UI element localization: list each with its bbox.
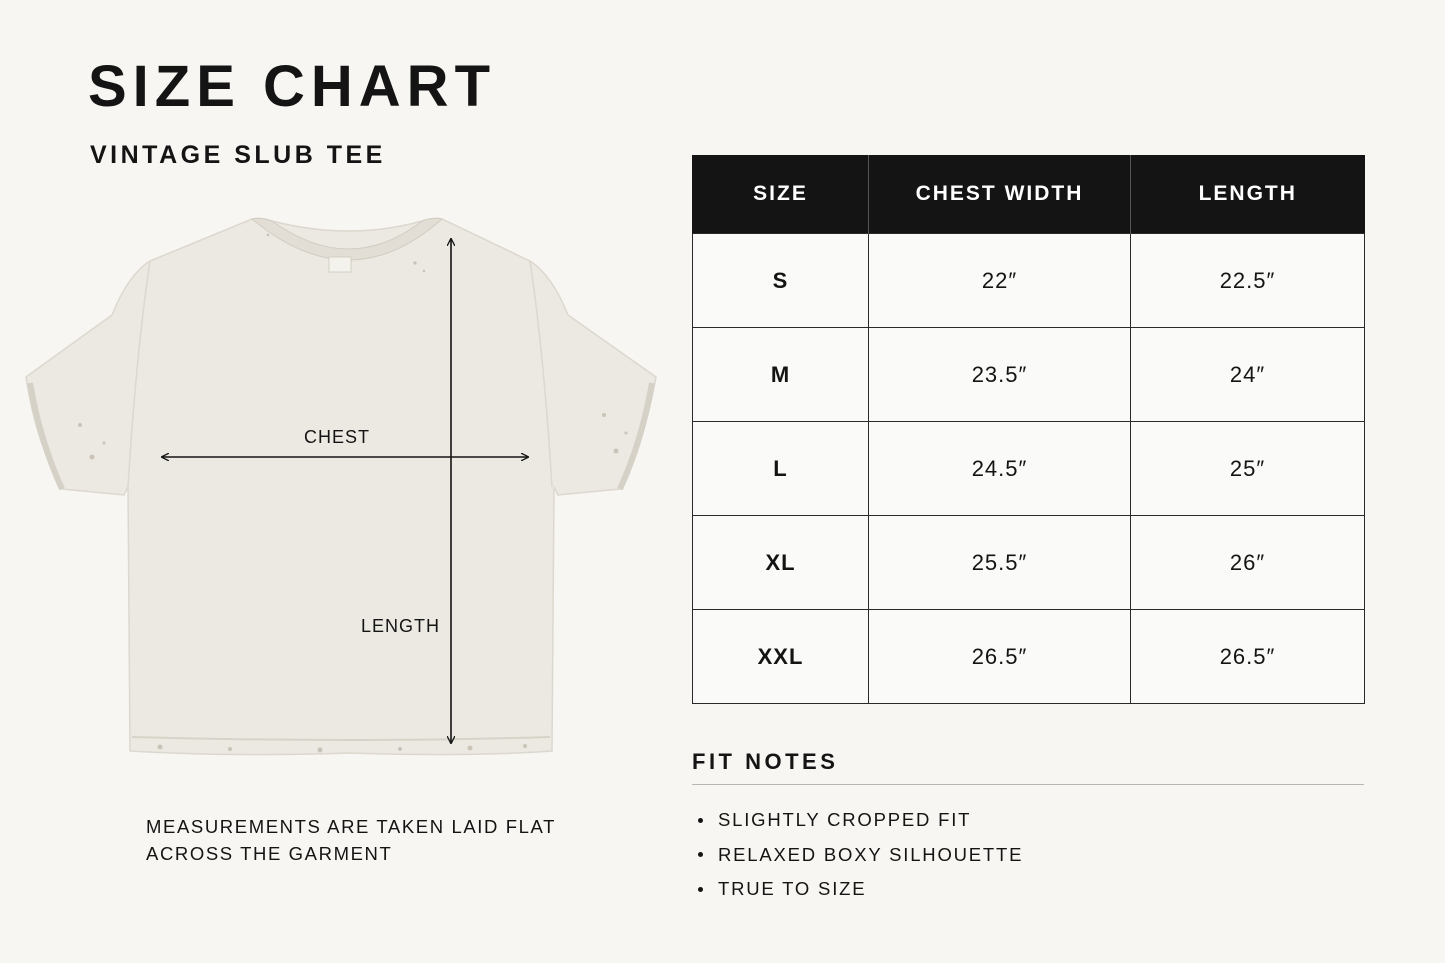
size-table: [692, 155, 1365, 704]
column-header-chest-width: CHEST WIDTH: [869, 155, 1131, 234]
chest-cell: 24.5″: [869, 422, 1131, 516]
fit-notes-title: FIT NOTES: [692, 749, 839, 774]
measurement-note: MEASUREMENTS ARE TAKEN LAID FLAT ACROSS THE GARMENT: [146, 816, 556, 864]
column-header-length: LENGTH: [1131, 155, 1365, 234]
neck-tag: [329, 257, 351, 272]
fit-notes-divider: [692, 784, 1364, 785]
size-cell: XXL: [693, 610, 869, 704]
table-header-row: [693, 155, 1365, 234]
length-measure-label: LENGTH: [361, 616, 441, 636]
length-cell: 26″: [1131, 516, 1365, 610]
tshirt-illustration: [20, 205, 670, 775]
bullet-icon: [698, 852, 703, 857]
list-item: [692, 838, 1023, 873]
size-cell: XL: [693, 516, 869, 610]
tshirt-body: [26, 218, 656, 754]
fit-note-text: RELAXED BOXY SILHOUETTE: [718, 843, 1024, 865]
chest-cell: 22″: [869, 234, 1131, 328]
size-cell: L: [693, 422, 869, 516]
length-cell: 26.5″: [1131, 610, 1365, 704]
fit-note-text: TRUE TO SIZE: [718, 878, 867, 899]
table-row: [693, 234, 1365, 328]
bullet-icon: [698, 818, 703, 823]
table-row: [693, 516, 1365, 610]
chest-cell: 25.5″: [869, 516, 1131, 610]
product-name: VINTAGE SLUB TEE: [90, 141, 386, 169]
size-cell: S: [693, 234, 869, 328]
table-row: [693, 328, 1365, 422]
list-item: [692, 872, 1023, 907]
chest-measure-label: CHEST: [304, 427, 371, 447]
table-row: [693, 422, 1365, 516]
length-cell: 22.5″: [1131, 234, 1365, 328]
length-cell: 24″: [1131, 328, 1365, 422]
table-row: [693, 610, 1365, 704]
chest-cell: 26.5″: [869, 610, 1131, 704]
page-title: SIZE CHART: [88, 54, 496, 119]
chest-cell: 23.5″: [869, 328, 1131, 422]
fit-notes-list: [692, 803, 1023, 907]
column-header-size: SIZE: [693, 155, 869, 234]
bullet-icon: [698, 887, 703, 892]
length-cell: 25″: [1131, 422, 1365, 516]
fit-note-text: SLIGHTLY CROPPED FIT: [718, 809, 972, 830]
size-cell: M: [693, 328, 869, 422]
list-item: [692, 803, 1023, 838]
tshirt-graphic: [20, 205, 670, 775]
